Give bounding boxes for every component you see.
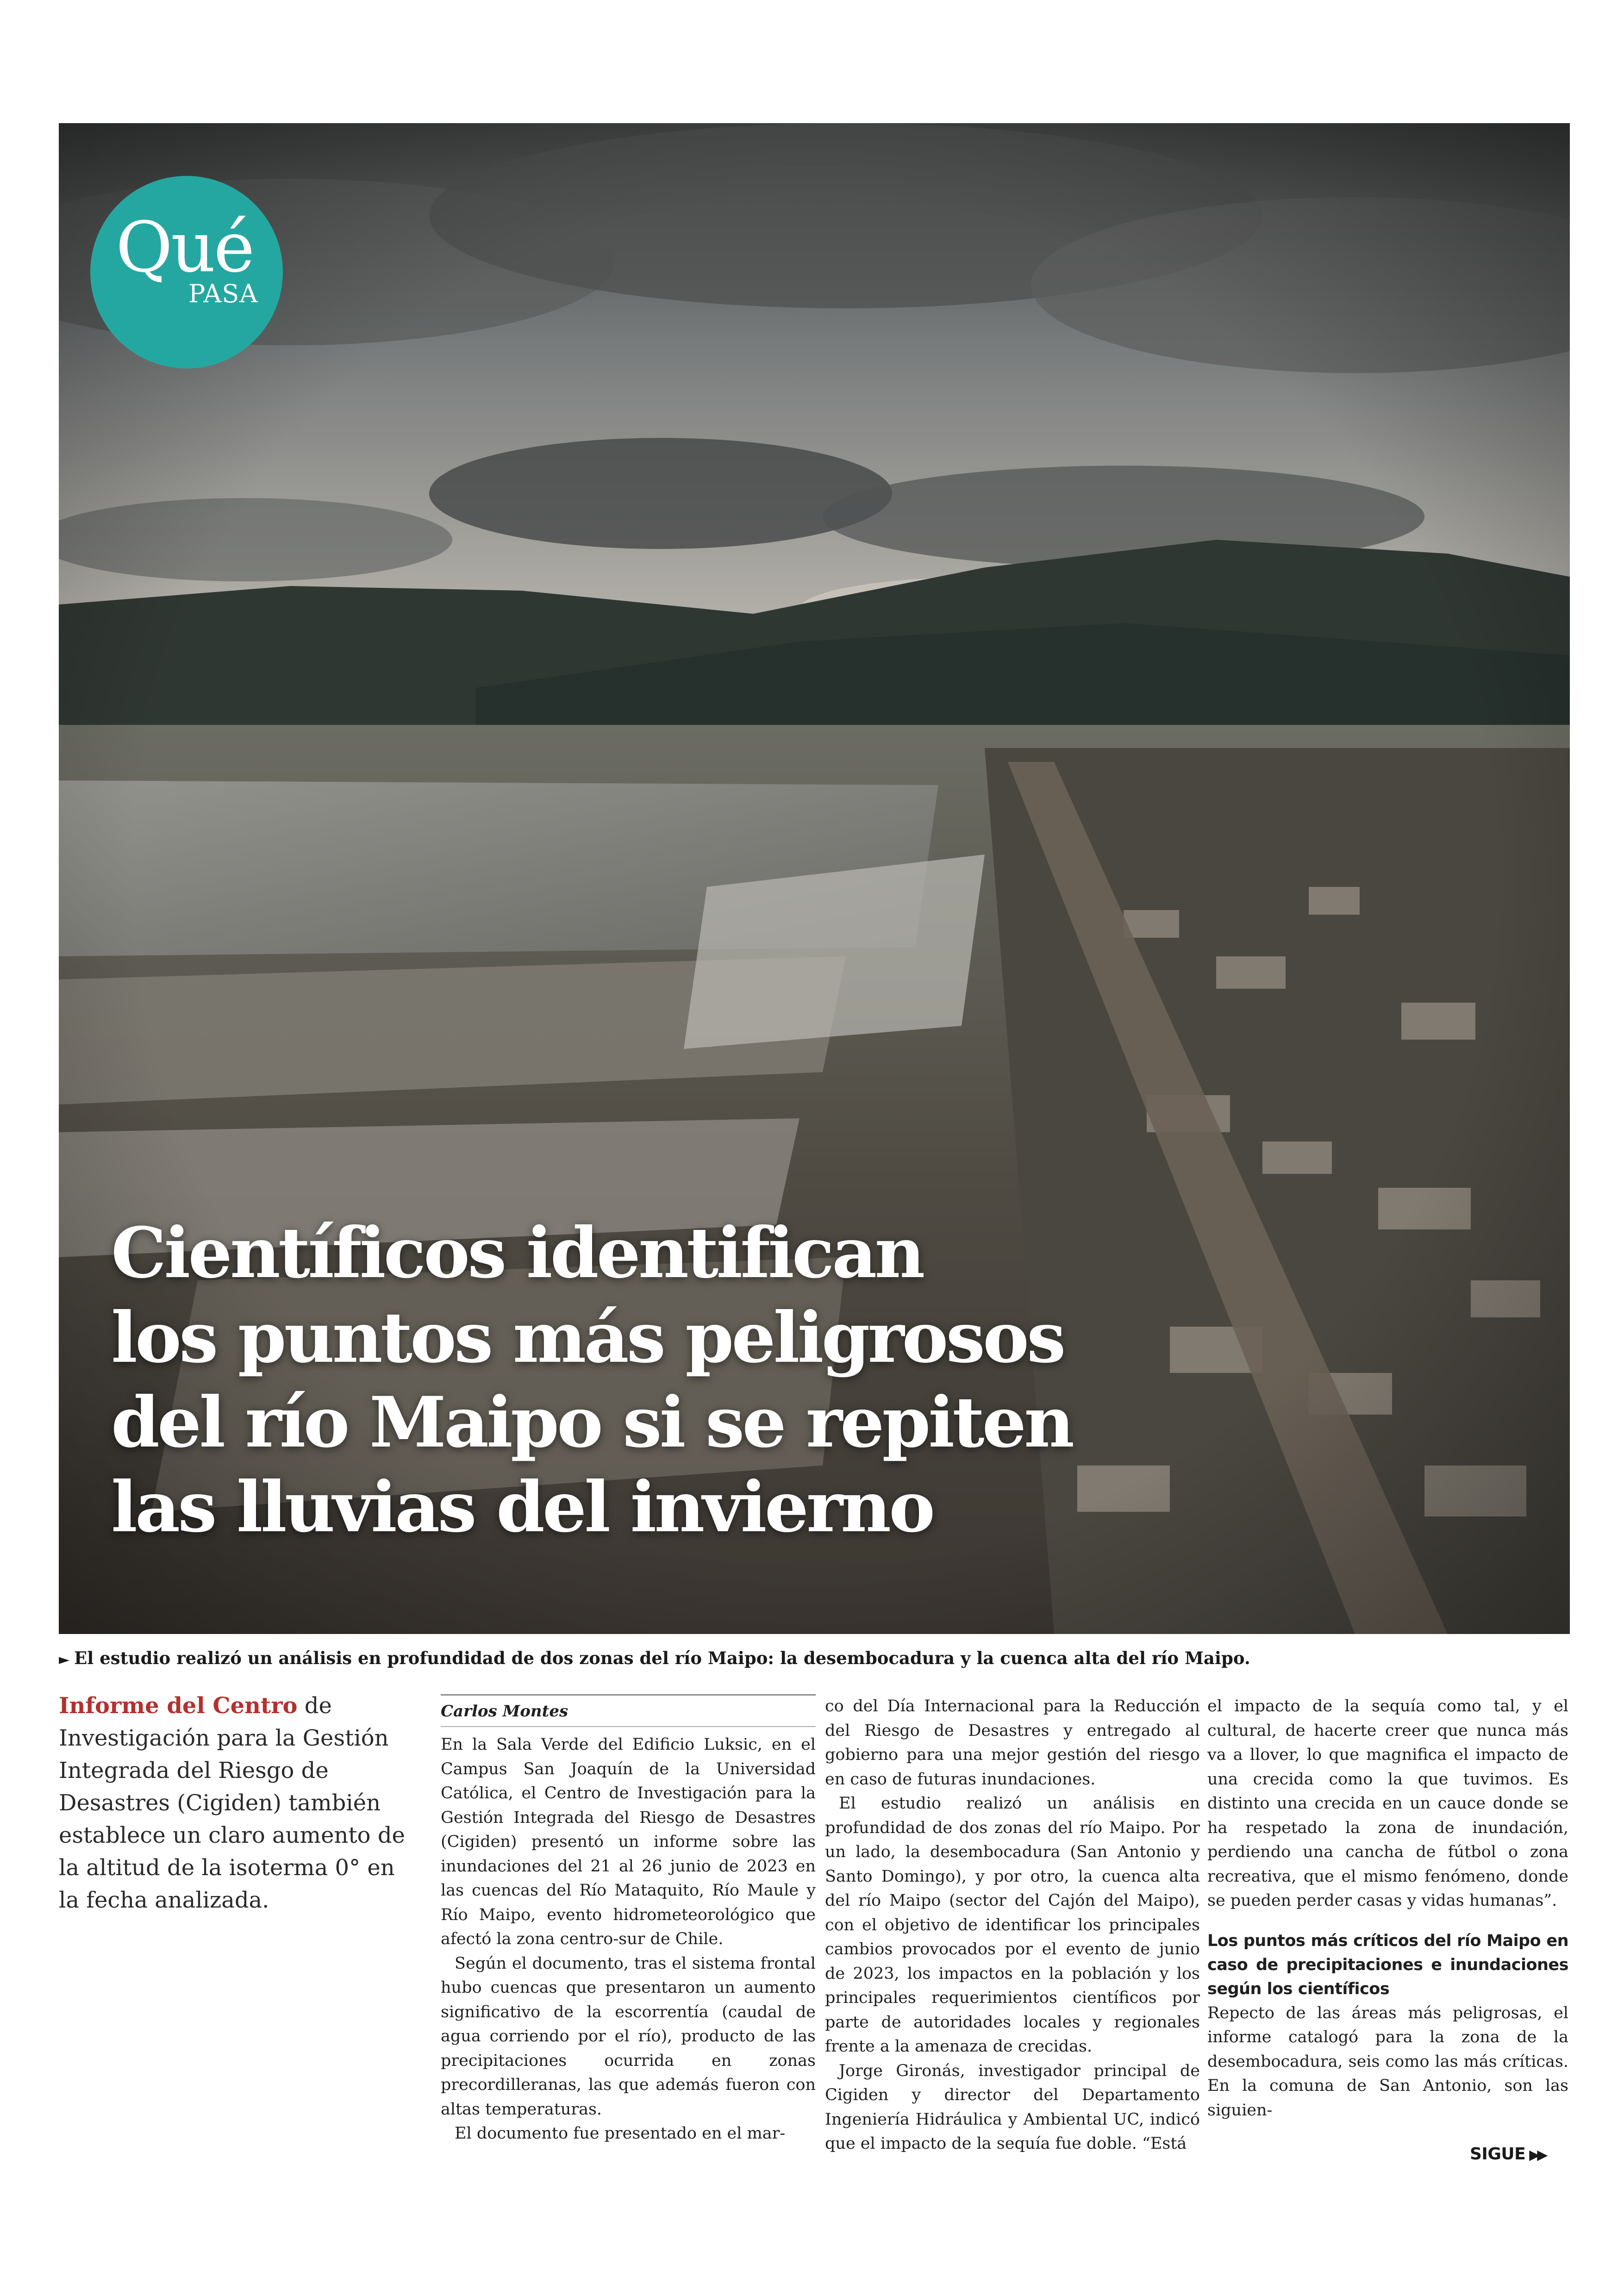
headline-line: Científicos identifican <box>111 1212 923 1294</box>
headline <box>111 1211 1222 1550</box>
photo-caption <box>59 1646 1570 1670</box>
lead-highlight: Informe del Centro <box>59 1693 298 1719</box>
headline-line: del río Maipo si se repiten <box>111 1382 1073 1463</box>
caption-text: El estudio realizó un análisis en profundidad de dos zonas del río Maipo: la desembocadura y la cuenca alta del río Maipo. <box>74 1648 1250 1668</box>
double-arrow-right-icon: ▶▶ <box>1529 2147 1545 2163</box>
body-paragraph: Jorge Gironás, investigador principal de Cigiden y director del Departamento Ingeniería Hidráulica y Ambiental UC, indicó que el impacto de la sequía fue doble. “Está <box>825 2061 1200 2153</box>
body-paragraph: Repecto de las áreas más peligrosas, el informe catalogó para la zona de la desembocadura, seis como las más críticas. En la comuna de San Antonio, son las siguien- <box>1207 2003 1568 2120</box>
body-paragraph: En la Sala Verde del Edificio Luksic, en el Campus San Joaquín de la Universidad Católica, el Centro de Investigación para la Gestión Integrada del Riesgo de Desastres (Cigiden) presentó un informe sobre las inundaciones del 21 al 26 junio de 2023 en las cuencas del Río Mataquito, Río Maule y Río Maipo, evento hidrometeorológico que afectó la zona centro-sur de Chile. <box>441 1735 816 1948</box>
headline-line: los puntos más peligrosos <box>111 1297 1064 1378</box>
lead-standfirst <box>59 1690 415 1916</box>
continue-marker <box>1470 2144 1545 2165</box>
badge-word-pasa: PASA <box>188 279 258 308</box>
body-column-3 <box>1207 1694 1568 2122</box>
body-paragraph: El estudio realizó un análisis en profundidad de dos zonas del río Maipo. Por un lado, la desembocadura (San Antonio y Santo Domingo), y por otro, la cuenca alta del río Maipo (sector del Cajón del Maipo), con el objetivo de identificar los principales cambios provocados por el evento de junio de 2023, los impactos en la población y los principales requerimientos científicos por parte de autoridades locales y regionales frente a la amenaza de crecidas. <box>825 1794 1200 2056</box>
lead-text: de Investigación para la Gestión Integrada del Riesgo de Desastres (Cigiden) también establece un claro aumento de la altitud de la isoterma 0° en la fecha analizada. <box>59 1693 405 1913</box>
body-paragraph: co del Día Internacional para la Reducción del Riesgo de Desastres y entregado al gobierno para una mejor gestión del riesgo en caso de futuras inundaciones. <box>825 1697 1200 1789</box>
que-pasa-badge <box>90 176 283 368</box>
caption-marker-icon: ► <box>59 1652 70 1668</box>
hero-photo <box>59 123 1570 1634</box>
section-subhead: Los puntos más críticos del río Maipo en caso de precipitaciones e inundaciones según los científicos <box>1207 1931 1568 1998</box>
continue-label: SIGUE <box>1470 2145 1526 2164</box>
body-paragraph: el impacto de la sequía como tal, y el cultural, de hacerte creer que nunca más va a llover, lo que magnifica el impacto de una crecida como la que tuvimos. Es distinto una crecida en un cauce donde se ha respetado la zona de inundación, perdiendo una cancha de fútbol o zona recreativa, que el mismo fenómeno, donde se pueden perder casas y vidas humanas”. <box>1207 1697 1568 1910</box>
headline-line: las lluvias del invierno <box>111 1466 933 1548</box>
body-paragraph: El documento fue presentado en el mar- <box>455 2124 786 2143</box>
body-column-2 <box>825 1694 1200 2156</box>
badge-word-que: Qué <box>116 207 253 288</box>
body-paragraph: Según el documento, tras el sistema frontal hubo cuencas que presentaron un aumento significativo de la escorrentía (caudal de agua corriendo por el río), producto de las precipitaciones ocurrida en zonas precordilleranas, las que además fueron con altas temperaturas. <box>441 1954 816 2119</box>
author-byline: Carlos Montes <box>441 1694 816 1727</box>
body-column-1 <box>441 1694 816 2146</box>
